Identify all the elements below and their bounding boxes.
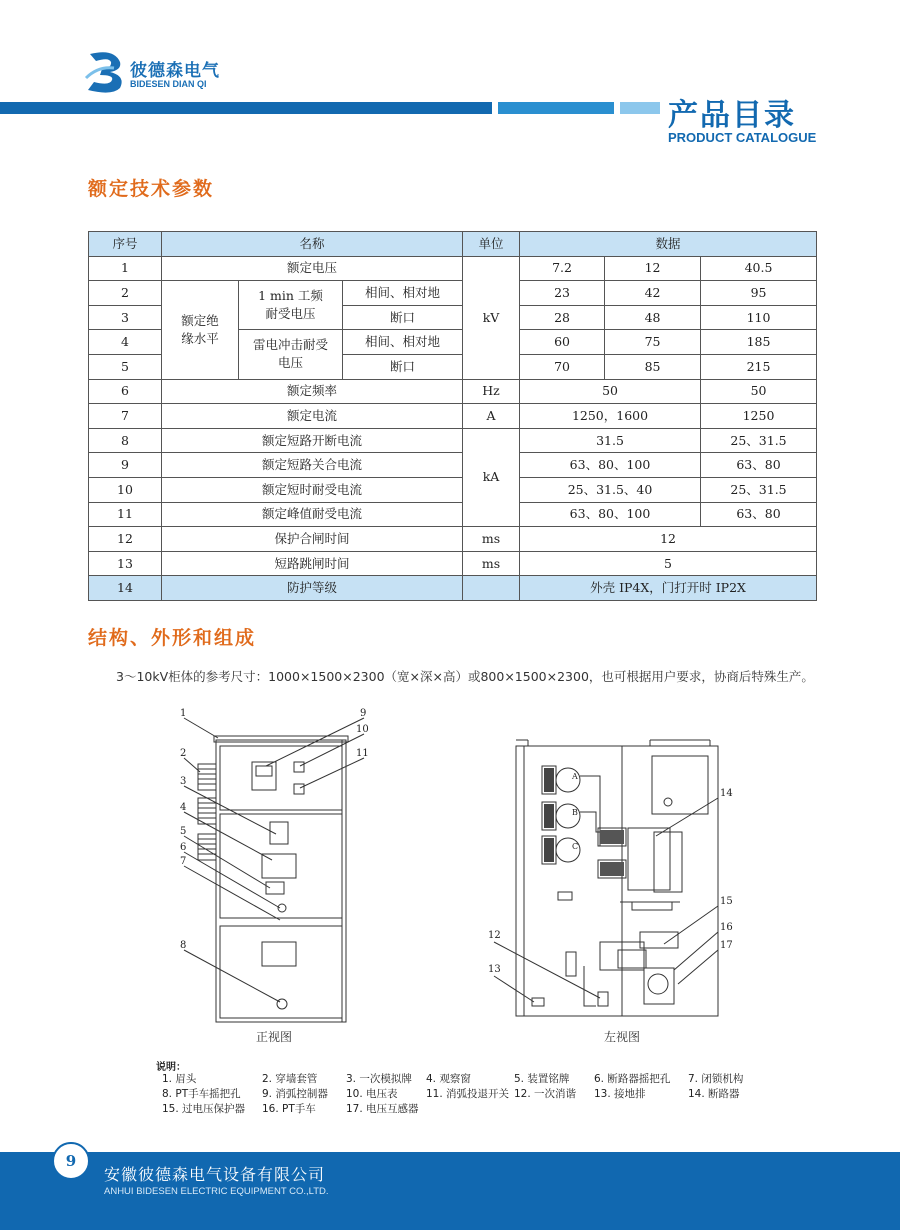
header-unit: 单位 bbox=[463, 232, 520, 257]
cell-value: 1250 bbox=[701, 404, 817, 429]
legend-item: 13. 接地排 bbox=[594, 1088, 646, 1100]
legend-item: 5. 装置铭牌 bbox=[514, 1073, 570, 1085]
legend-item: 9. 消弧控制器 bbox=[262, 1088, 328, 1100]
header-bar-mid bbox=[498, 102, 614, 114]
logo-text-en: BIDESEN DIAN QI bbox=[130, 79, 207, 89]
cell-unit: kA bbox=[463, 428, 520, 526]
legend-row bbox=[162, 1102, 782, 1117]
cell-name: 防护等级 bbox=[162, 576, 463, 601]
legend-item: 4. 观察窗 bbox=[426, 1073, 471, 1085]
company-logo bbox=[84, 48, 244, 94]
legend-item: 14. 断路器 bbox=[688, 1088, 740, 1100]
table-header-row bbox=[89, 232, 817, 257]
cell-no: 2 bbox=[89, 281, 162, 306]
cell-value: 外壳 IP4X，门打开时 IP2X bbox=[520, 576, 817, 601]
cell-between-phase: 相间、相对地 bbox=[343, 330, 463, 355]
cell-value: 50 bbox=[520, 379, 701, 404]
cell-value: 85 bbox=[605, 354, 701, 379]
cell-no: 12 bbox=[89, 527, 162, 552]
page-number: 9 bbox=[52, 1142, 90, 1180]
company-name-en: ANHUI BIDESEN ELECTRIC EQUIPMENT CO.,LTD. bbox=[104, 1186, 329, 1197]
cell-value: 70 bbox=[520, 354, 605, 379]
callout: 16 bbox=[720, 922, 733, 933]
cell-value: 31.5 bbox=[520, 428, 701, 453]
cell-name: 额定短路关合电流 bbox=[162, 453, 463, 478]
cell-no: 11 bbox=[89, 502, 162, 527]
legend-item: 3. 一次模拟牌 bbox=[346, 1073, 412, 1085]
cell-value: 63、80 bbox=[701, 453, 817, 478]
callout: 2 bbox=[180, 748, 187, 759]
cell-value: 42 bbox=[605, 281, 701, 306]
catalogue-title-en: PRODUCT CATALOGUE bbox=[668, 130, 817, 145]
table-row bbox=[89, 379, 817, 404]
legend-row bbox=[162, 1087, 782, 1102]
cell-no: 10 bbox=[89, 477, 162, 502]
cell-name: 短路跳闸时间 bbox=[162, 551, 463, 576]
callout: 14 bbox=[720, 788, 733, 799]
callout: 7 bbox=[180, 856, 187, 867]
callout: 11 bbox=[356, 748, 369, 759]
table-row bbox=[89, 502, 817, 527]
front-view-caption: 正视图 bbox=[256, 1030, 293, 1044]
callout: 15 bbox=[720, 896, 733, 907]
cell-value: 75 bbox=[605, 330, 701, 355]
table-row bbox=[89, 428, 817, 453]
cell-no: 14 bbox=[89, 576, 162, 601]
table-row bbox=[89, 477, 817, 502]
cell-between-phase: 相间、相对地 bbox=[343, 281, 463, 306]
cell-value: 48 bbox=[605, 305, 701, 330]
dimension-description: 3～10kV柜体的参考尺寸：1000×1500×2300（宽×深×高）或800×1500×2300，也可根据用户要求，协商后特殊生产。 bbox=[116, 669, 814, 684]
callout: 5 bbox=[180, 826, 187, 837]
legend-row bbox=[162, 1072, 782, 1087]
legend-item: 12. 一次消谐 bbox=[514, 1088, 577, 1100]
legend-item: 11. 消弧投退开关 bbox=[426, 1088, 510, 1100]
header-name: 名称 bbox=[162, 232, 463, 257]
cell-no: 1 bbox=[89, 256, 162, 281]
cell-no: 7 bbox=[89, 404, 162, 429]
logo-b-icon bbox=[84, 48, 128, 94]
legend-item: 15. 过电压保护器 bbox=[162, 1103, 246, 1115]
cell-no: 13 bbox=[89, 551, 162, 576]
legend-item: 16. PT手车 bbox=[262, 1103, 316, 1115]
cell-value: 25、31.5 bbox=[701, 428, 817, 453]
cell-value: 12 bbox=[520, 527, 817, 552]
section-title-structure: 结构、外形和组成 bbox=[88, 627, 257, 649]
cell-value: 12 bbox=[605, 256, 701, 281]
logo-text-cn: 彼德森电气 bbox=[130, 61, 220, 81]
phase-label: B bbox=[572, 808, 578, 817]
cell-sub-lightning: 雷电冲击耐受电压 bbox=[239, 330, 343, 379]
cell-name: 额定频率 bbox=[162, 379, 463, 404]
callout: 4 bbox=[180, 802, 187, 813]
cell-value: 50 bbox=[701, 379, 817, 404]
cell-value: 5 bbox=[520, 551, 817, 576]
table-row bbox=[89, 551, 817, 576]
legend-item: 7. 闭锁机构 bbox=[688, 1073, 744, 1085]
legend-item: 6. 断路器摇把孔 bbox=[594, 1073, 671, 1085]
cell-name: 额定短路开断电流 bbox=[162, 428, 463, 453]
cell-value: 63、80、100 bbox=[520, 453, 701, 478]
callout: 10 bbox=[356, 724, 369, 735]
cell-unit: kV bbox=[463, 256, 520, 379]
callout: 8 bbox=[180, 940, 187, 951]
callout: 13 bbox=[488, 964, 501, 975]
cell-name: 额定电流 bbox=[162, 404, 463, 429]
cell-value: 60 bbox=[520, 330, 605, 355]
cell-value: 23 bbox=[520, 281, 605, 306]
legend-item: 8. PT手车摇把孔 bbox=[162, 1088, 241, 1100]
cell-name: 额定峰值耐受电流 bbox=[162, 502, 463, 527]
cell-value: 25、31.5、40 bbox=[520, 477, 701, 502]
legend-item: 17. 电压互感器 bbox=[346, 1103, 419, 1115]
cell-unit: Hz bbox=[463, 379, 520, 404]
callout: 9 bbox=[360, 708, 367, 719]
header-bar-dark bbox=[0, 102, 492, 114]
header-bar-light bbox=[620, 102, 660, 114]
callout: 17 bbox=[720, 940, 733, 951]
catalogue-title-cn: 产品目录 bbox=[668, 98, 796, 133]
cell-value: 95 bbox=[701, 281, 817, 306]
cell-value: 215 bbox=[701, 354, 817, 379]
table-row bbox=[89, 256, 817, 281]
legend-item: 1. 眉头 bbox=[162, 1073, 197, 1085]
callout: 12 bbox=[488, 930, 501, 941]
legend-title: 说明： bbox=[156, 1062, 186, 1073]
cell-no: 5 bbox=[89, 354, 162, 379]
table-row bbox=[89, 527, 817, 552]
phase-label: C bbox=[572, 842, 579, 851]
cell-break: 断口 bbox=[343, 305, 463, 330]
table-row bbox=[89, 453, 817, 478]
cell-name: 额定短时耐受电流 bbox=[162, 477, 463, 502]
cell-value: 25、31.5 bbox=[701, 477, 817, 502]
cell-no: 8 bbox=[89, 428, 162, 453]
callout: 3 bbox=[180, 776, 187, 787]
table-row bbox=[89, 281, 817, 306]
cell-unit bbox=[463, 576, 520, 601]
section-title-rated-parameters: 额定技术参数 bbox=[88, 178, 215, 200]
cell-no: 9 bbox=[89, 453, 162, 478]
callout: 6 bbox=[180, 842, 187, 853]
cell-group-insulation: 额定绝缘水平 bbox=[162, 281, 239, 379]
cell-name: 保护合闸时间 bbox=[162, 527, 463, 552]
side-view-caption: 左视图 bbox=[604, 1030, 641, 1044]
cell-value: 28 bbox=[520, 305, 605, 330]
legend-item: 2. 穿墙套管 bbox=[262, 1073, 318, 1085]
company-name-cn: 安徽彼德森电气设备有限公司 bbox=[104, 1165, 326, 1184]
cell-unit: ms bbox=[463, 527, 520, 552]
cell-name: 额定电压 bbox=[162, 256, 463, 281]
cell-value: 63、80 bbox=[701, 502, 817, 527]
legend bbox=[162, 1072, 782, 1117]
cell-value: 7.2 bbox=[520, 256, 605, 281]
cell-value: 40.5 bbox=[701, 256, 817, 281]
front-view-callouts bbox=[176, 706, 376, 1028]
cell-value: 110 bbox=[701, 305, 817, 330]
cell-no: 6 bbox=[89, 379, 162, 404]
table-row bbox=[89, 576, 817, 601]
cell-unit: ms bbox=[463, 551, 520, 576]
side-view-callouts bbox=[480, 736, 740, 1026]
cell-break: 断口 bbox=[343, 354, 463, 379]
legend-item: 10. 电压表 bbox=[346, 1088, 398, 1100]
cell-value: 1250，1600 bbox=[520, 404, 701, 429]
table-row bbox=[89, 404, 817, 429]
phase-label: A bbox=[572, 772, 578, 781]
header-no: 序号 bbox=[89, 232, 162, 257]
cell-no: 3 bbox=[89, 305, 162, 330]
rated-parameters-table bbox=[88, 231, 817, 601]
cell-value: 185 bbox=[701, 330, 817, 355]
callout: 1 bbox=[180, 708, 187, 719]
cell-no: 4 bbox=[89, 330, 162, 355]
header-data: 数据 bbox=[520, 232, 817, 257]
cell-unit: A bbox=[463, 404, 520, 429]
cell-value: 63、80、100 bbox=[520, 502, 701, 527]
cell-sub-power-frequency: 1 min 工频耐受电压 bbox=[239, 281, 343, 330]
